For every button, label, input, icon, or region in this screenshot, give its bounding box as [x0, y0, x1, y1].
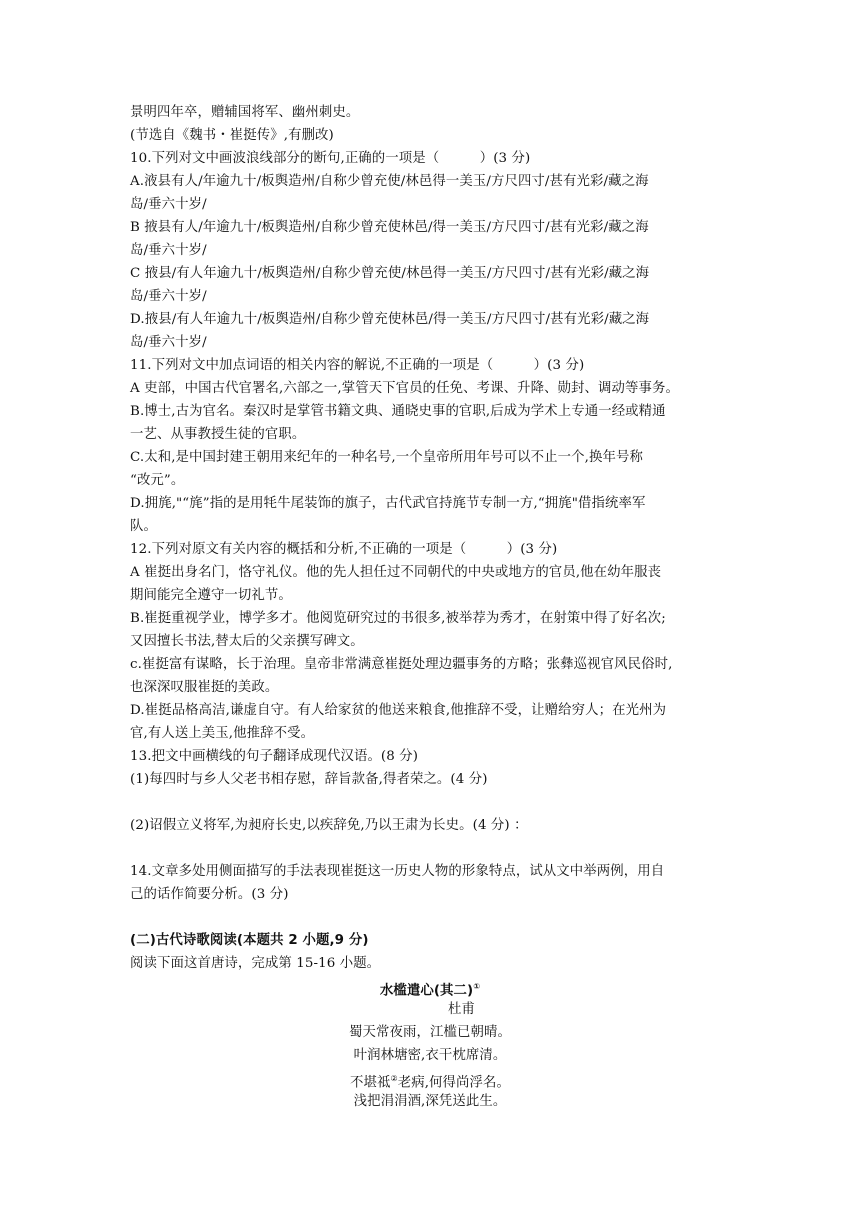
- option-10-a-cont: 岛/垂六十岁/: [130, 197, 207, 212]
- poem-line-1: 蜀天常夜雨，江槛已朝晴。: [349, 1025, 511, 1040]
- source-note: (节选自《魏书・崔挺传》,有删改): [130, 128, 334, 143]
- option-11-b-cont: 一艺、从事教授生徒的官职。: [130, 427, 306, 442]
- poem-line-3: 不堪祗②老病,何得尚浮名。: [349, 1074, 511, 1091]
- footnote-marker: ①: [473, 982, 481, 991]
- section-heading: (二)古代诗歌阅读(本题共 2 小题,9 分): [130, 933, 369, 948]
- question-13-part-2: (2)诏假立义将军,为昶府长史,以疾辞免,乃以王肃为长史。(4 分) ：: [130, 818, 528, 833]
- option-10-d-cont: 岛/垂六十岁/: [130, 335, 207, 350]
- option-12-b: B.崔挺重视学业，博学多才。他阅览研究过的书很多,被举荐为秀才，在射策中得了好名次;: [130, 611, 666, 626]
- poem-title: 水槛遣心(其二)①: [379, 982, 481, 999]
- option-12-b-cont: 又因擅长书法,替太后的父亲撰写碑文。: [130, 634, 364, 649]
- question-14: 14.文章多处用侧面描写的手法表现崔挺这一历史人物的形象特点，试从文中举两例，用自: [130, 864, 665, 879]
- option-12-c-cont: 也深深叹服崔挺的美政。: [130, 680, 279, 695]
- question-12: 12.下列对原文有关内容的概括和分析,不正确的一项是（ ）(3 分): [130, 542, 558, 557]
- section-instruction: 阅读下面这首唐诗，完成第 15-16 小题。: [130, 956, 381, 971]
- footnote-marker: ②: [390, 1074, 398, 1083]
- option-12-d-cont: 官,有人送上美玉,他推辞不受。: [130, 726, 315, 741]
- option-10-b: B 掖县有人/年逾九十/板舆造州/自称少曾充使林邑/得一美玉/方尺四寸/甚有光彩/藏之海: [130, 220, 649, 235]
- question-13: 13.把文中画横线的句子翻译成现代汉语。(8 分): [130, 749, 419, 764]
- option-10-b-cont: 岛/垂六十岁/: [130, 243, 207, 258]
- text-line: 景明四年卒，赠辅国将军、幽州刺史。: [130, 105, 360, 120]
- option-11-d-cont: 队。: [130, 519, 157, 534]
- question-14-cont: 己的话作简要分析。(3 分): [130, 887, 289, 902]
- option-11-a: A 吏部，中国古代官署名,六部之一,掌管天下官员的任免、考课、升降、勋封、调动等事务。: [130, 381, 679, 396]
- option-11-c-cont: “改元”。: [130, 473, 185, 488]
- poem-line-4: 浅把涓涓酒,深凭送此生。: [353, 1094, 507, 1109]
- question-11: 11.下列对文中加点词语的相关内容的解说,不正确的一项是（ ）(3 分): [130, 358, 585, 373]
- question-10: 10.下列对文中画波浪线部分的断句,正确的一项是（ ）(3 分): [130, 151, 531, 166]
- option-10-a: A.液县有人/年逾九十/板舆造州/自称少曾充使/林邑得一美玉/方尺四寸/甚有光彩/藏之海: [130, 174, 649, 189]
- option-12-a-cont: 期间能完全遵守一切礼节。: [130, 588, 292, 603]
- question-13-part-1: (1)每四时与乡人父老书相存慰，辞旨款备,得者荣之。(4 分): [130, 772, 488, 787]
- option-12-a: A 崔挺出身名门，恪守礼仪。他的先人担任过不同朝代的中央或地方的官员,他在幼年服丧: [130, 565, 662, 580]
- option-10-d: D.掖县/有人年逾九十/板舆造州/自称少曾充使林邑/得一美玉/方尺四寸/甚有光彩/藏之海: [130, 312, 650, 327]
- option-12-d: D.崔挺品格高洁,谦虚自守。有人给家贫的他送来粮食,他推辞不受，让赠给穷人；在光州为: [130, 703, 667, 718]
- option-11-c: C.太和,是中国封建王朝用来纪年的一种名号,一个皇帝所用年号可以不止一个,换年号称: [130, 450, 643, 465]
- option-10-c: C 掖县/有人年逾九十/板舆造州/自称少曾充使/林邑得一美玉/方尺四寸/甚有光彩/藏之海: [130, 266, 650, 281]
- option-11-d: D.拥旄,"“旄”指的是用牦牛尾装饰的旗子，古代武官持旄节专制一方,“拥旄"借指统率军: [130, 496, 646, 511]
- poem-author: 杜甫: [448, 1002, 475, 1017]
- option-11-b: B.博士,古为官名。秦汉时是掌管书籍文典、通晓史事的官职,后成为学术上专通一经或精通: [130, 404, 666, 419]
- option-10-c-cont: 岛/垂六十岁/: [130, 289, 207, 304]
- option-12-c: c.崔挺富有谋略，长于治理。皇帝非常满意崔挺处理边疆事务的方略；张彝巡视官风民俗时,: [130, 657, 673, 672]
- poem-line-2: 叶润林塘密,衣干枕席清。: [353, 1048, 507, 1063]
